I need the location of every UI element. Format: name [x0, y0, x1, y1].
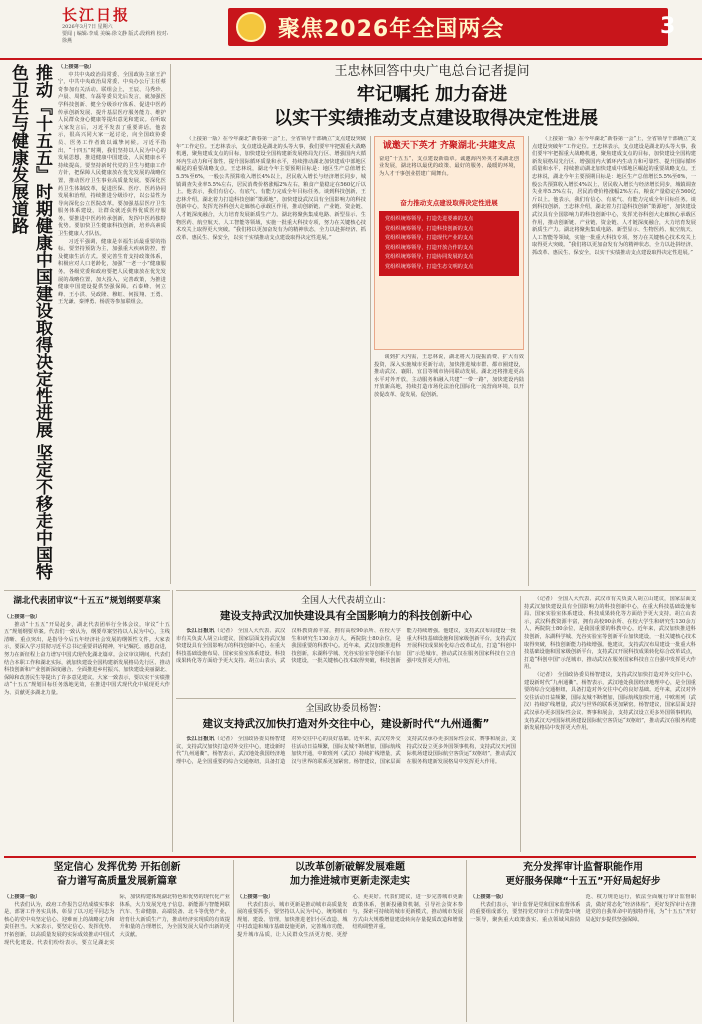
- section-divider: [4, 856, 696, 858]
- interview-body-right: （上接第一版）在今年湖北“新春第一会”上，全省领导干部确立“支点建设突破年”工作定位。王忠林表示，支点建设是湖北的头等大事，我们要牢牢把握重大战略机遇，聚焦建成支点的目标，加快建设全国构建新发展格局先行区、增强国内大循环内生动力和可靠性、提升国际循环质量和水平，持续推动湖北加快建成中部地区崛起的重要战略支点。王忠林说，湖北今年主要预期目标是：地区生产总值增长5.5%至6%，一般公共预算收入增长4%以上，居民收入增长与经济增长同步，城镇调查失业率5.5%左右，居民消费价格涨幅2%左右，粮食产量稳定在560亿斤以上。他表示，我们有信心、有底气、有能力完成全年目标任务。谈到科技创新，王忠林介绍，湖北着力打造科技创新“策源地”，加快建设武汉具有全国影响力的科技创新中心，发挥光谷科创大走廊核心承载区作用，推动创新链、产业链、资金链、人才链深度融合，大力培育发展新质生产力。湖北将聚焦集成电路、新型显示、生物医药、航空航天、人工智能等领域，实施一批重大科技专项，努力在关键核心技术攻关上取得更大突破。“我们将以更加奋发有为的精神状态，全力以赴拼经济、抓改革、惠民生、保安全，以实干实绩推动支点建设取得决定性进展。”: [532, 136, 696, 256]
- banner-title: 聚焦2026年全国两会: [278, 17, 505, 42]
- bottom-1-title-1: 坚定信心 发挥优势 开拓创新: [53, 862, 181, 873]
- bottom-3-title-2: 更好服务保障“十五五”开好局起好步: [505, 876, 661, 887]
- article-lead: （上接第一版）: [58, 64, 95, 70]
- source-tag: 长江日报讯: [186, 736, 215, 742]
- bottom-2-body: （上接第一版） 代表们表示，城市更新是推动城市高质量发展的重要抓手，要坚持以人民为中心，统筹城市规划、建设、管理，加快推进老旧小区改造、城中村改造和城市基础设施更新，完善城市功能，提升城市品质，让人民群众生活更方便、更舒心、更美好。代表们建议，进一步完善城市更新政策体系，创新投融资机制，引导社会资本参与，探索可持续的城市更新模式，推动城市发展方式由大规模增量建设转向存量提质改造和增量结构调整并重。: [237, 894, 463, 938]
- column-divider: [233, 860, 234, 1022]
- bottom-1-title-2: 奋力谱写高质量发展新篇章: [57, 876, 177, 887]
- newspaper-logo: 长江日报: [62, 6, 131, 24]
- two-sessions-emblem-icon: [236, 12, 266, 42]
- column-divider: [520, 596, 521, 852]
- interview-body-continued: 谈到扩大内需，王忠林说，湖北将大力提振消费、扩大有效投资，深入实施城市更新行动，加快推进城市群、都市圈建设，推动武汉、襄阳、宜昌等城市协同联动发展。湖北还将推进更高水平对外开放，主动服务和融入共建“一带一路”，加快建设内陆开放新高地，持续打造市场化法治化国际化一流营商环境，以开放促改革、促发展、促创新。: [374, 354, 524, 398]
- issue-date: 2026年3月7日 星期六: [62, 24, 113, 30]
- interview-body: （上接第一版）在今年湖北“新春第一会”上，全省领导干部确立“支点建设突破年”工作定位。王忠林表示，支点建设是湖北的头等大事，我们要牢牢把握重大战略机遇，聚焦建成支点的目标，加快建设全国构建新发展格局先行区、增强国内大循环内生动力和可靠性、提升国际循环质量和水平，持续推动湖北加快建成中部地区崛起的重要战略支点。王忠林说，湖北今年主要预期目标是：地区生产总值增长5.5%至6%，一般公共预算收入增长4%以上，居民收入增长与经济增长同步，城镇调查失业率5.5%左右，居民消费价格涨幅2%左右，粮食产量稳定在560亿斤以上。他表示，我们有信心、有底气、有能力完成全年目标任务。谈到科技创新，王忠林介绍，湖北着力打造科技创新“策源地”，加快建设武汉具有全国影响力的科技创新中心，发挥光谷科创大走廊核心承载区作用，推动创新链、产业链、资金链、人才链深度融合，大力培育发展新质生产力。湖北将聚焦集成电路、新型显示、生物医药、航空航天、人工智能等领域，实施一批重大科技专项，努力在关键核心技术攻关上取得更大突破。“我们将以更加奋发有为的精神状态，全力以赴拼经济、抓改革、惠民生、保安全，以实干实绩推动支点建设取得决定性进展。”: [176, 136, 366, 241]
- masthead-info: [62, 24, 172, 45]
- list-item: 党组织统筹领导，打造科技创新的支点: [385, 225, 474, 232]
- bottom-3-title-1: 充分发挥审计监督职能作用: [523, 862, 643, 873]
- column-divider: [370, 136, 371, 586]
- npc-title: 建设支持武汉加快建设具有全国影响力的科技创新中心: [220, 610, 472, 622]
- section-divider: [4, 590, 170, 591]
- bottom-2-title-2: 加力推进城市更新走深走实: [290, 876, 410, 887]
- list-item: 党组织统筹领导，打造现代产业的支点: [385, 235, 474, 242]
- lead-headline: 推动『十五五』时期健康中国建设取得决定性进展 坚定不移走中国特色卫生与健康发展道路: [8, 64, 52, 580]
- page-number: 3: [660, 14, 676, 39]
- interview-title-2: 以实干实绩推动支点建设取得决定性进展: [274, 108, 598, 129]
- bottom-2-title-1: 以改革创新破解发展难题: [295, 862, 405, 873]
- npc-kicker: 全国人大代表胡立山：: [300, 596, 391, 606]
- lead-article-body: （上接第一版） 中共中央政治局常委、全国政协主席王沪宁，中共中央政治局常委、中央办公厅主任蔡奇参加有关活动。联组会上，王辰、马秀珍、卢晨、周健、车磊等委员先后发言，就加强医学科技创新、健全分级诊疗体系、促进中医药传承创新发展、提升基层医疗服务能力、维护人民群众身心健康等提出意见和建议。在听取大家发言后，习近平发表了重要讲话。他表示，很高兴同大家一起讨论，向全国政协委员、医务工作者致以诚挚问候。习近平指出，“十四五”时期，我们坚持以人民为中心的发展思想，推进健康中国建设，人民健康水平持续提高。要坚持新时代党的卫生与健康工作方针，把保障人民健康放在优先发展的战略位置，推动医疗卫生事业高质量发展。要深化医药卫生体制改革，促进医保、医疗、医药协同发展和治理，持续推进分级诊疗，以公益性为导向深化公立医院改革。要加强基层医疗卫生服务体系建设，让群众就近获得优质医疗服务。要推进中医药传承创新，发挥中医药独特优势。要加快卫生健康科技创新，培养高素质卫生健康人才队伍。 习近平强调，健康是幸福生活最重要的指标。要坚持预防为主，加强重大疾病防控，普及健康生活方式。要完善生育支持政策体系，积极应对人口老龄化，加强“一老一小”健康服务。各级党委和政府要把人民健康放在优先发展的战略位置，加大投入，完善政策，为推进健康中国建设提供坚强保障。石泰峰、何立峰、王小洪、吴政隆、穆虹、何报翔、王勇、王光谦、秦博勇、杨震等参加联组会。: [58, 64, 166, 306]
- column-divider: [170, 64, 171, 584]
- talent-sidebar: [374, 136, 524, 350]
- interview-kicker: 王忠林回答中央广电总台记者提问: [334, 64, 530, 79]
- edition-line: 要闻 | 编辑:李成 美编:徐文静 版式:段莉莉 校对:徐燕: [62, 31, 169, 44]
- column-divider: [528, 136, 529, 586]
- interview-title-1: 牢记嘱托 加力奋进: [356, 84, 508, 105]
- npc-body: 长江日报讯（记者） 全国人大代表、武汉市有关负责人胡立山建议，国家层面支持武汉加快建设具有全国影响力的科技创新中心，在重大科技基础设施布局、国家实验室体系建设、科技成果转化等方面给予更大支持。胡立山表示，武汉科教资源丰富，拥有高校90余所、在校大学生和研究生130余万人，两院院士80余位，是我国重要的科教中心。近年来，武汉加快推进科技创新，东湖科学城、光谷实验室等创新平台加快建设，一批关键核心技术取得突破，科技创新能力持续增强。他建议，支持武汉布局建设一批重大科技基础设施和国家级创新平台，支持武汉开展科技成果转化综合改革试点，打造“科创中国”示范城市，推动武汉在服务国家科技自立自强中发挥更大作用。: [176, 628, 516, 665]
- source-tag: 长江日报讯: [186, 628, 215, 634]
- list-item: 党组织统筹领导，打造协同发展的支点: [385, 254, 474, 261]
- sidebar-title: 诚邀天下英才 齐聚湖北·共建支点: [382, 141, 516, 151]
- bottom-1-body: （上接第一版） 代表们认为，政府工作报告总结成绩实事求是，部署工作务实具体，彰显了以习近平同志为核心的党中央坚定信心、迎难而上的战略定力和责任担当。大家表示，要坚定信心、发挥优势、开拓创新，以高质量发展的实际成效推动中国式现代化建设。代表们纷纷表示，要立足湖北实际，加快构建体现湖北特色和优势的现代化产业体系，大力发展光电子信息、新能源与智能网联汽车、生命健康、高端装备、北斗等优势产业，培育壮大新质生产力，推动经济实现质的有效提升和量的合理增长，为全国发展大局作出新的更大贡献。: [4, 894, 230, 946]
- sidebar-subtitle: 奋力推动支点建设取得决定性进展: [400, 198, 498, 207]
- npc-body-continued: （记者） 全国人大代表、武汉市有关负责人胡立山建议，国家层面支持武汉加快建设具有全国影响力的科技创新中心，在重大科技基础设施布局、国家实验室体系建设、科技成果转化等方面给予更大支持。胡立山表示，武汉科教资源丰富，拥有高校90余所、在校大学生和研究生130余万人，两院院士80余位，是我国重要的科教中心。近年来，武汉加快推进科技创新，东湖科学城、光谷实验室等创新平台加快建设，一批关键核心技术取得突破，科技创新能力持续增强。他建议，支持武汉布局建设一批重大科技基础设施和国家级创新平台，支持武汉开展科技成果转化综合改革试点，打造“科创中国”示范城市，推动武汉在服务国家科技自立自强中发挥更大作用。 （记者） 全国政协委员杨智建议，支持武汉加快打造对外交往中心，建设新时代“九州通衢”。杨智表示，武汉地处我国经济地理中心，是全国重要的综合交通枢纽，具备打造对外交往中心的良好基础。近年来，武汉对外交往活动日益频繁，国际友城不断增加，国际航线加快开通，中欧班列（武汉）持续扩线增量，武汉与世界的联系更加紧密。杨智建议，国家层面支持武汉承办更多国际性会议、赛事和展会，支持武汉设立更多外国领事机构，支持武汉天河国际机场建设国际航空客货运“双枢纽”，推动武汉在服务构建新发展格局中发挥更大作用。: [524, 596, 696, 732]
- cppcc-body: 长江日报讯（记者） 全国政协委员杨智建议，支持武汉加快打造对外交往中心，建设新时代“九州通衢”。杨智表示，武汉地处我国经济地理中心，是全国重要的综合交通枢纽，具备打造对外交往中心的良好基础。近年来，武汉对外交往活动日益频繁，国际友城不断增加，国际航线加快开通，中欧班列（武汉）持续扩线增量，武汉与世界的联系更加紧密。杨智建议，国家层面支持武汉承办更多国际性会议、赛事和展会，支持武汉设立更多外国领事机构，支持武汉天河国际机场建设国际航空客货运“双枢纽”，推动武汉在服务构建新发展格局中发挥更大作用。: [176, 736, 516, 765]
- cppcc-title: 建议支持武汉加快打造对外交往中心，建设新时代“九州通衢”: [202, 718, 490, 730]
- list-item: 党组织统筹领导，打造生态文明的支点: [385, 263, 474, 270]
- cppcc-kicker: 全国政协委员杨智：: [305, 704, 387, 714]
- sidebar-body: 奋进“十五五”，支点建设新篇章。诚邀海内外英才来湖北创业发展，湖北将以最优的政策、最好的服务、最暖的环境，为人才干事创业搭建广阔舞台。: [379, 155, 519, 177]
- list-item: 党组织统筹领导，打造先进要素的支点: [385, 216, 474, 223]
- bottom-3-body: （上接第一版） 代表们表示，审计监督是党和国家监督体系的重要组成部分，要坚持党对审计工作的集中统一领导，聚焦重大政策落实、重点领域风险防范、权力规范运行，依法全面履行审计监督职责，做好常态化“经济体检”，更好发挥审计在推进党的自我革命中的独特作用，为“十五五”开好局起好步提供坚强保障。: [470, 894, 696, 923]
- column-divider: [172, 590, 173, 852]
- column-divider: [466, 860, 467, 1022]
- list-item: 党组织统筹领导，打造开放合作的支点: [385, 244, 474, 251]
- sidebar-list: [379, 211, 519, 276]
- hubei-delegation-headline: 湖北代表团审议“十五五”规划纲要草案: [13, 596, 161, 606]
- section-divider: [176, 590, 696, 591]
- hubei-delegation-body: （上接第一版） 推动“十五五”开局起步，湖北代表团举行全体会议，审议“十五五”规划纲要草案。代表们一致认为，纲要草案坚持以人民为中心，主线清晰、重点突出，是指导今后五年经济社会发展的纲领性文件。大家表示，要深入学习贯彻习近平总书记重要讲话精神，牢记嘱托、感恩奋进，努力在新征程上奋力谱写中国式现代化湖北篇章。会议审议期间，代表们结合本职工作和湖北实际，就加快建设全国构建新发展格局先行区、推动科技创新和产业创新深度融合、全面推进乡村振兴、加快建设美丽湖北、保障和改善民生等提出了许多意见建议。大家一致表示，要以实干实绩推动“十五五”规划目标任务落地见效，在推进中国式现代化中展现更大作为、贡献更多湖北力量。: [4, 614, 170, 696]
- section-divider: [176, 698, 516, 699]
